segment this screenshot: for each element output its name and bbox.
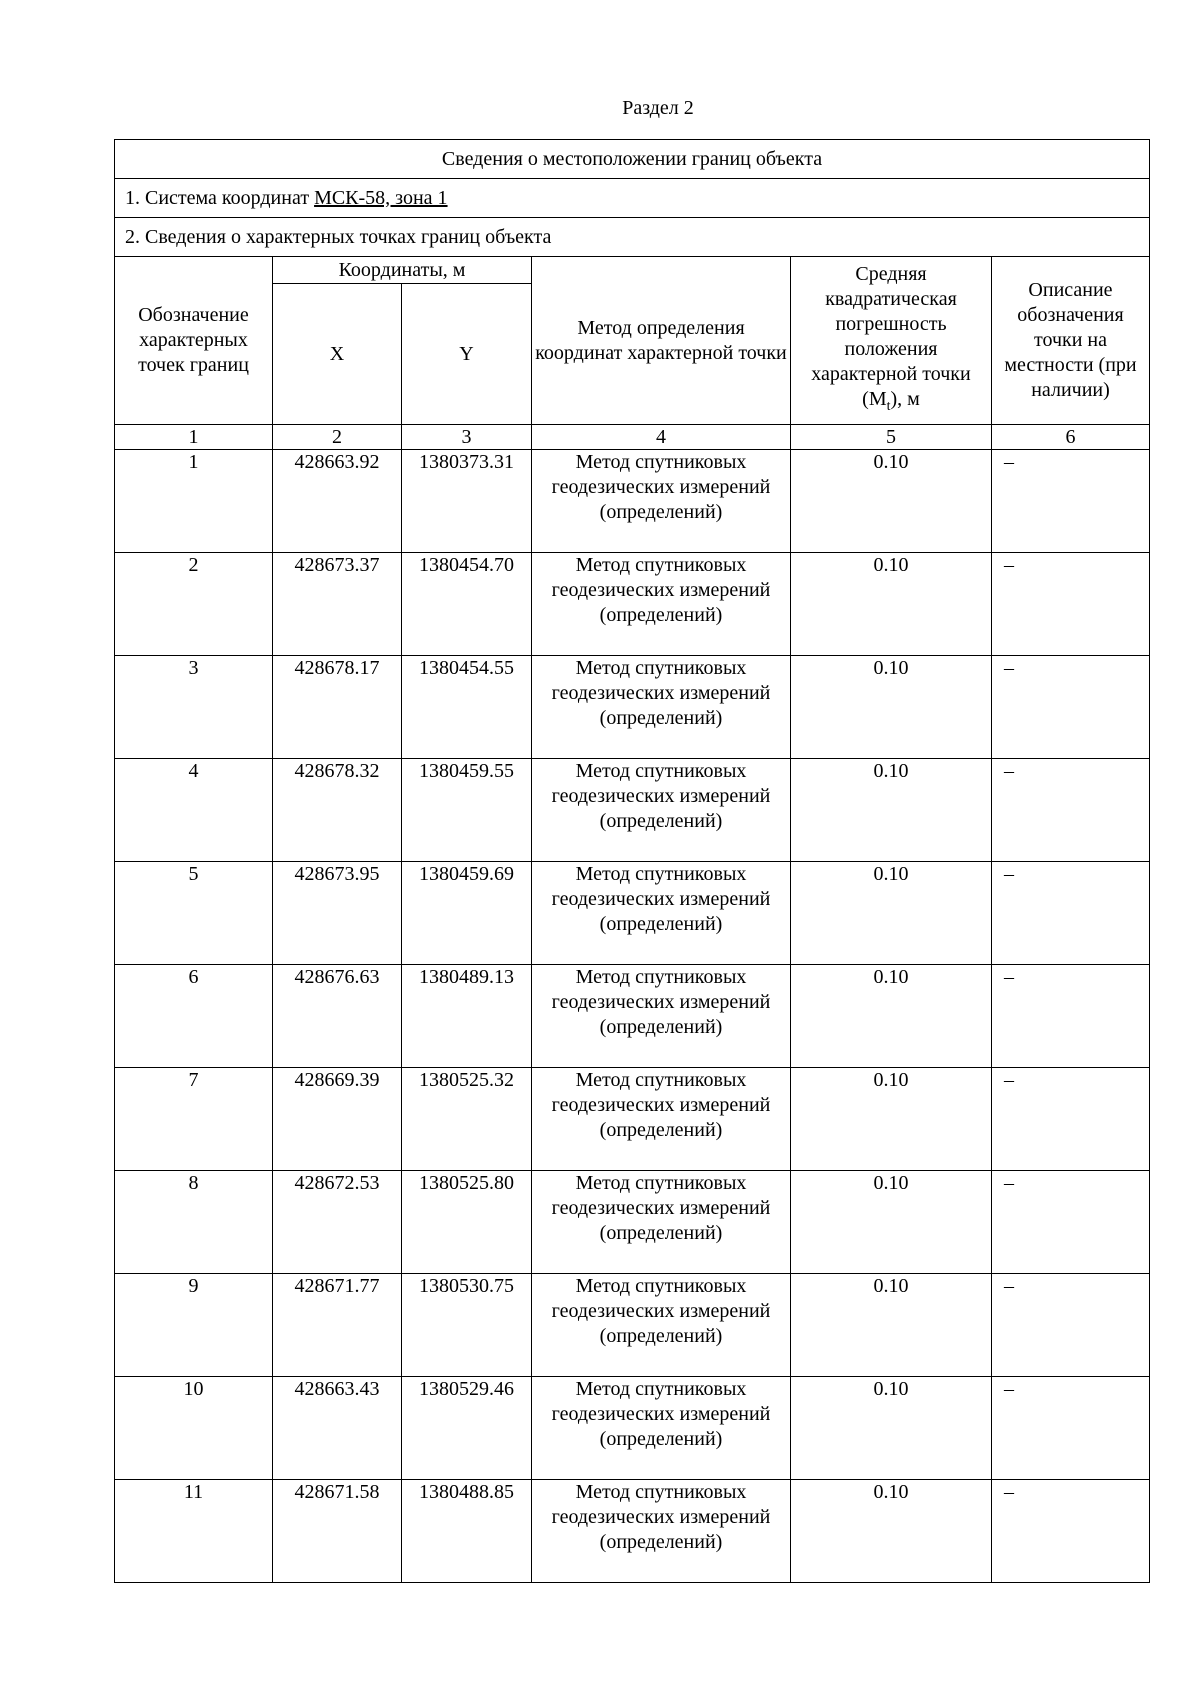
- method-cell: Метод спутниковых геодезических измерений (определений): [532, 1480, 791, 1583]
- accuracy-cell: 0.10: [791, 450, 992, 553]
- section-title: Раздел 2: [622, 97, 694, 119]
- y-coordinate-cell: 1380525.32: [402, 1068, 532, 1171]
- method-cell: Метод спутниковых геодезических измерений (определений): [532, 553, 791, 656]
- accuracy-cell: 0.10: [791, 553, 992, 656]
- point-id-cell: 5: [115, 862, 273, 965]
- column-numbers-row: [115, 425, 1150, 450]
- description-cell: –: [992, 450, 1150, 553]
- point-id-cell: 4: [115, 759, 273, 862]
- y-coordinate-cell: 1380525.80: [402, 1171, 532, 1274]
- x-coordinate-cell: 428673.95: [273, 862, 402, 965]
- x-coordinate-cell: 428671.77: [273, 1274, 402, 1377]
- y-coordinate-cell: 1380488.85: [402, 1480, 532, 1583]
- header-x: X: [273, 284, 402, 425]
- method-cell: Метод спутниковых геодезических измерений (определений): [532, 450, 791, 553]
- y-coordinate-cell: 1380529.46: [402, 1377, 532, 1480]
- coord-system-label: 1. Система координат: [125, 187, 315, 209]
- point-id-cell: 6: [115, 965, 273, 1068]
- description-cell: –: [992, 759, 1150, 862]
- x-coordinate-cell: 428672.53: [273, 1171, 402, 1274]
- x-coordinate-cell: 428673.37: [273, 553, 402, 656]
- y-coordinate-cell: 1380454.70: [402, 553, 532, 656]
- header-accuracy-text: Средняя квадратическая погрешность положения характерной точки (M: [811, 263, 971, 410]
- method-cell: Метод спутниковых геодезических измерений (определений): [532, 1068, 791, 1171]
- coord-system-row: [115, 179, 1150, 218]
- accuracy-cell: 0.10: [791, 862, 992, 965]
- x-coordinate-cell: 428671.58: [273, 1480, 402, 1583]
- x-coordinate-cell: 428663.92: [273, 450, 402, 553]
- x-coordinate-cell: 428676.63: [273, 965, 402, 1068]
- x-coordinate-cell: 428678.32: [273, 759, 402, 862]
- description-cell: –: [992, 1068, 1150, 1171]
- description-cell: –: [992, 1171, 1150, 1274]
- y-coordinate-cell: 1380454.55: [402, 656, 532, 759]
- coord-system: [115, 179, 1150, 218]
- header-accuracy-suffix: ), м: [890, 388, 920, 410]
- table-row: [115, 1171, 1150, 1274]
- column-number: 3: [402, 425, 532, 450]
- point-id-cell: 1: [115, 450, 273, 553]
- header-accuracy-sub: t: [886, 399, 891, 414]
- column-number: 2: [273, 425, 402, 450]
- description-cell: –: [992, 1274, 1150, 1377]
- table-row: [115, 450, 1150, 553]
- header-method: Метод определения координат характерной точки: [532, 257, 791, 425]
- method-cell: Метод спутниковых геодезических измерений (определений): [532, 759, 791, 862]
- table-row: [115, 656, 1150, 759]
- y-coordinate-cell: 1380373.31: [402, 450, 532, 553]
- table-row: [115, 1068, 1150, 1171]
- method-cell: Метод спутниковых геодезических измерений (определений): [532, 1171, 791, 1274]
- table-title: Сведения о местоположении границ объекта: [115, 140, 1150, 179]
- header-coordinates-group: Координаты, м: [273, 257, 532, 284]
- table-row: [115, 1377, 1150, 1480]
- y-coordinate-cell: 1380530.75: [402, 1274, 532, 1377]
- point-id-cell: 3: [115, 656, 273, 759]
- method-cell: Метод спутниковых геодезических измерений (определений): [532, 965, 791, 1068]
- x-coordinate-cell: 428669.39: [273, 1068, 402, 1171]
- method-cell: Метод спутниковых геодезических измерений (определений): [532, 1377, 791, 1480]
- table-row: [115, 965, 1150, 1068]
- y-coordinate-cell: 1380459.55: [402, 759, 532, 862]
- table-row: [115, 862, 1150, 965]
- table-row: [115, 759, 1150, 862]
- point-id-cell: 7: [115, 1068, 273, 1171]
- method-cell: Метод спутниковых геодезических измерений (определений): [532, 1274, 791, 1377]
- header-row-1: [115, 257, 1150, 284]
- accuracy-cell: 0.10: [791, 1068, 992, 1171]
- table-row: [115, 553, 1150, 656]
- point-id-cell: 2: [115, 553, 273, 656]
- accuracy-cell: 0.10: [791, 656, 992, 759]
- header-point-designation: Обозначение характерных точек границ: [115, 257, 273, 425]
- point-id-cell: 11: [115, 1480, 273, 1583]
- header-description: Описание обозначения точки на местности (при наличии): [992, 257, 1150, 425]
- method-cell: Метод спутниковых геодезических измерений (определений): [532, 656, 791, 759]
- coord-system-value: МСК-58, зона 1: [314, 187, 448, 209]
- description-cell: –: [992, 1480, 1150, 1583]
- column-number: 5: [791, 425, 992, 450]
- header-accuracy: [791, 257, 992, 425]
- accuracy-cell: 0.10: [791, 1274, 992, 1377]
- y-coordinate-cell: 1380489.13: [402, 965, 532, 1068]
- points-heading: 2. Сведения о характерных точках границ объекта: [115, 218, 1150, 257]
- accuracy-cell: 0.10: [791, 1171, 992, 1274]
- accuracy-cell: 0.10: [791, 1480, 992, 1583]
- point-id-cell: 8: [115, 1171, 273, 1274]
- description-cell: –: [992, 862, 1150, 965]
- x-coordinate-cell: 428678.17: [273, 656, 402, 759]
- description-cell: –: [992, 553, 1150, 656]
- table-title-row: [115, 140, 1150, 179]
- column-number: 1: [115, 425, 273, 450]
- description-cell: –: [992, 965, 1150, 1068]
- accuracy-cell: 0.10: [791, 759, 992, 862]
- table-row: [115, 1480, 1150, 1583]
- accuracy-cell: 0.10: [791, 1377, 992, 1480]
- accuracy-cell: 0.10: [791, 965, 992, 1068]
- x-coordinate-cell: 428663.43: [273, 1377, 402, 1480]
- description-cell: –: [992, 656, 1150, 759]
- point-id-cell: 10: [115, 1377, 273, 1480]
- boundary-points-table: [114, 139, 1150, 1583]
- column-number: 4: [532, 425, 791, 450]
- description-cell: –: [992, 1377, 1150, 1480]
- y-coordinate-cell: 1380459.69: [402, 862, 532, 965]
- table-row: [115, 1274, 1150, 1377]
- points-heading-row: [115, 218, 1150, 257]
- header-y: Y: [402, 284, 532, 425]
- column-number: 6: [992, 425, 1150, 450]
- method-cell: Метод спутниковых геодезических измерений (определений): [532, 862, 791, 965]
- point-id-cell: 9: [115, 1274, 273, 1377]
